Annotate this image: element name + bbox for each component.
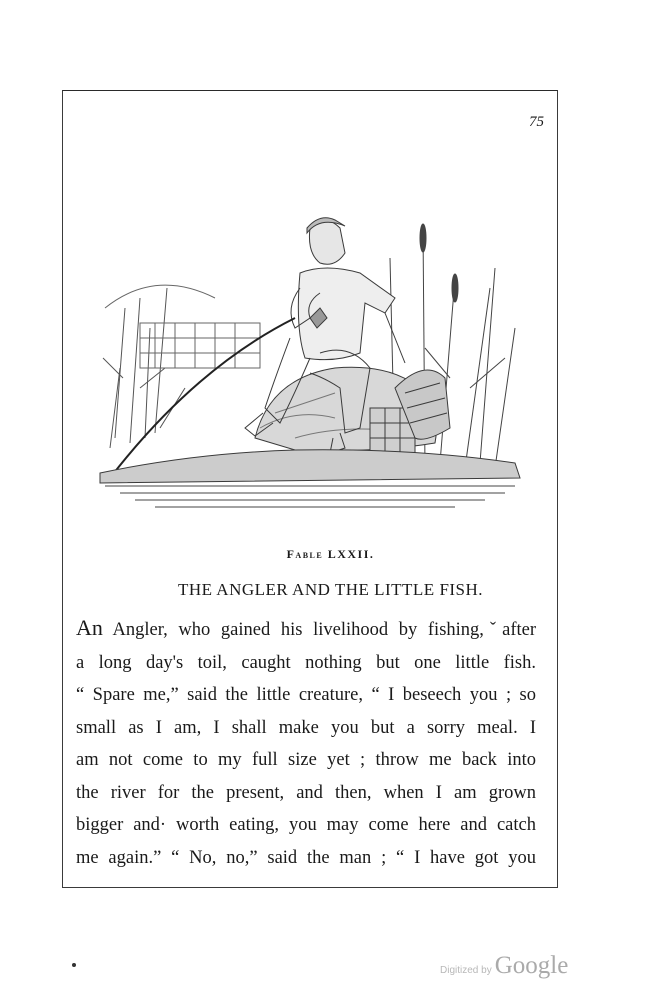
text-line: am not come to my full size yet ; throw me back into [76, 750, 536, 770]
fable-text [76, 612, 536, 874]
google-watermark [440, 952, 580, 982]
page-number: 75 [529, 114, 544, 130]
text-line: An Angler, who gained his livelihood by fishing,ˇafter [76, 615, 536, 640]
fable-title: THE ANGLER AND THE LITTLE FISH. [177, 580, 484, 599]
text-line: the river for the present, and then, when I am grown [76, 782, 536, 803]
google-logo: Google [494, 952, 569, 979]
text-line: bigger and· worth eating, you may come here and catch [76, 815, 536, 835]
text-line: a long day's toil, caught nothing but one little fish. [76, 652, 536, 673]
text-line: me again.” “ No, no,” said the man ; “ I have got you [76, 847, 536, 868]
bridge [105, 285, 260, 368]
text-line: small as I am, I shall make you but a sorry meal. I [76, 717, 536, 738]
text-line: “ Spare me,” said the little creature, “ I beseech you ; so [76, 685, 536, 705]
watermark-prefix: Digitized by [440, 965, 492, 976]
ground [100, 450, 520, 483]
scan-mark [72, 963, 76, 967]
dropcap: An [76, 615, 103, 640]
fable-number: Fable LXXII. [286, 547, 375, 561]
angler-illustration [95, 178, 525, 513]
water [105, 486, 515, 507]
